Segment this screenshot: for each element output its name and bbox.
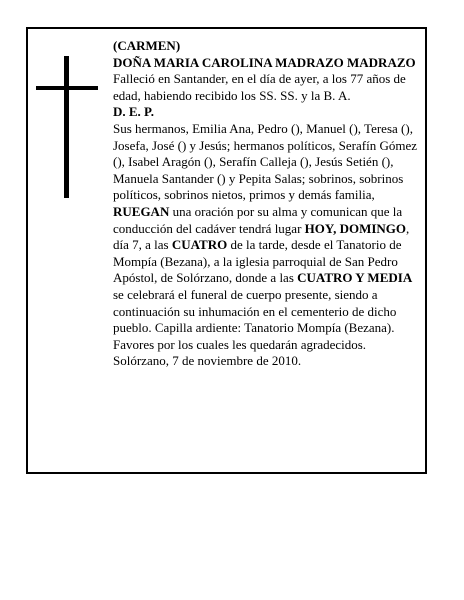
funeral-day: HOY, DOMINGO [304, 220, 407, 236]
deceased-nickname: (CARMEN) [113, 38, 181, 53]
cross-horizontal-bar [36, 86, 98, 90]
family-members: Sus hermanos, Emilia Ana, Pedro (), Manuel (), Teresa (), Josefa, José () y Jesús; hermanos políticos, Serafín Gómez (), Isabel Aragón (), Serafín Calleja (), Jesús Setién (), Manuela Santander () y Pepita Salas; sobrinos, sobrinos políticos, sobrinos nietos, primos y demás familia, [113, 120, 417, 203]
ruegan-label: RUEGAN [113, 203, 170, 219]
request-text-1: una oración por su alma y comunican que la conducción del cadáver tendrá lugar [113, 203, 403, 236]
funeral-hour: CUATRO [171, 237, 228, 253]
deceased-name: DOÑA MARIA CAROLINA MADRAZO MADRAZO [113, 54, 416, 70]
funeral-request [113, 204, 425, 353]
obituary-text [113, 38, 425, 370]
request-text-3: de la tarde, desde el Tanatorio de Mompía (Bezana), a la iglesia parroquial de San Pedro Apóstol, de Solórzano, donde a las [113, 237, 402, 286]
cross-vertical-bar [64, 56, 69, 198]
death-announcement: Falleció en Santander, en el día de ayer, a los 77 años de edad, habiendo recibido los SS. SS. y la B. A. [113, 71, 406, 103]
request-text-4: se celebrará el funeral de cuerpo presente, siendo a continuación su inhumación en el cementerio de dicho pueblo. Capilla ardiente: Tanatorio Mompía (Bezana). Favores por los cuales les quedarán agradecidos. [113, 286, 397, 352]
cross-icon [36, 56, 98, 198]
request-text-2: , día 7, a las [113, 220, 410, 253]
place-and-date: Solórzano, 7 de noviembre de 2010. [113, 353, 302, 369]
mass-hour: CUATRO Y MEDIA [297, 270, 413, 286]
rest-in-peace: D. E. P. [113, 104, 155, 120]
